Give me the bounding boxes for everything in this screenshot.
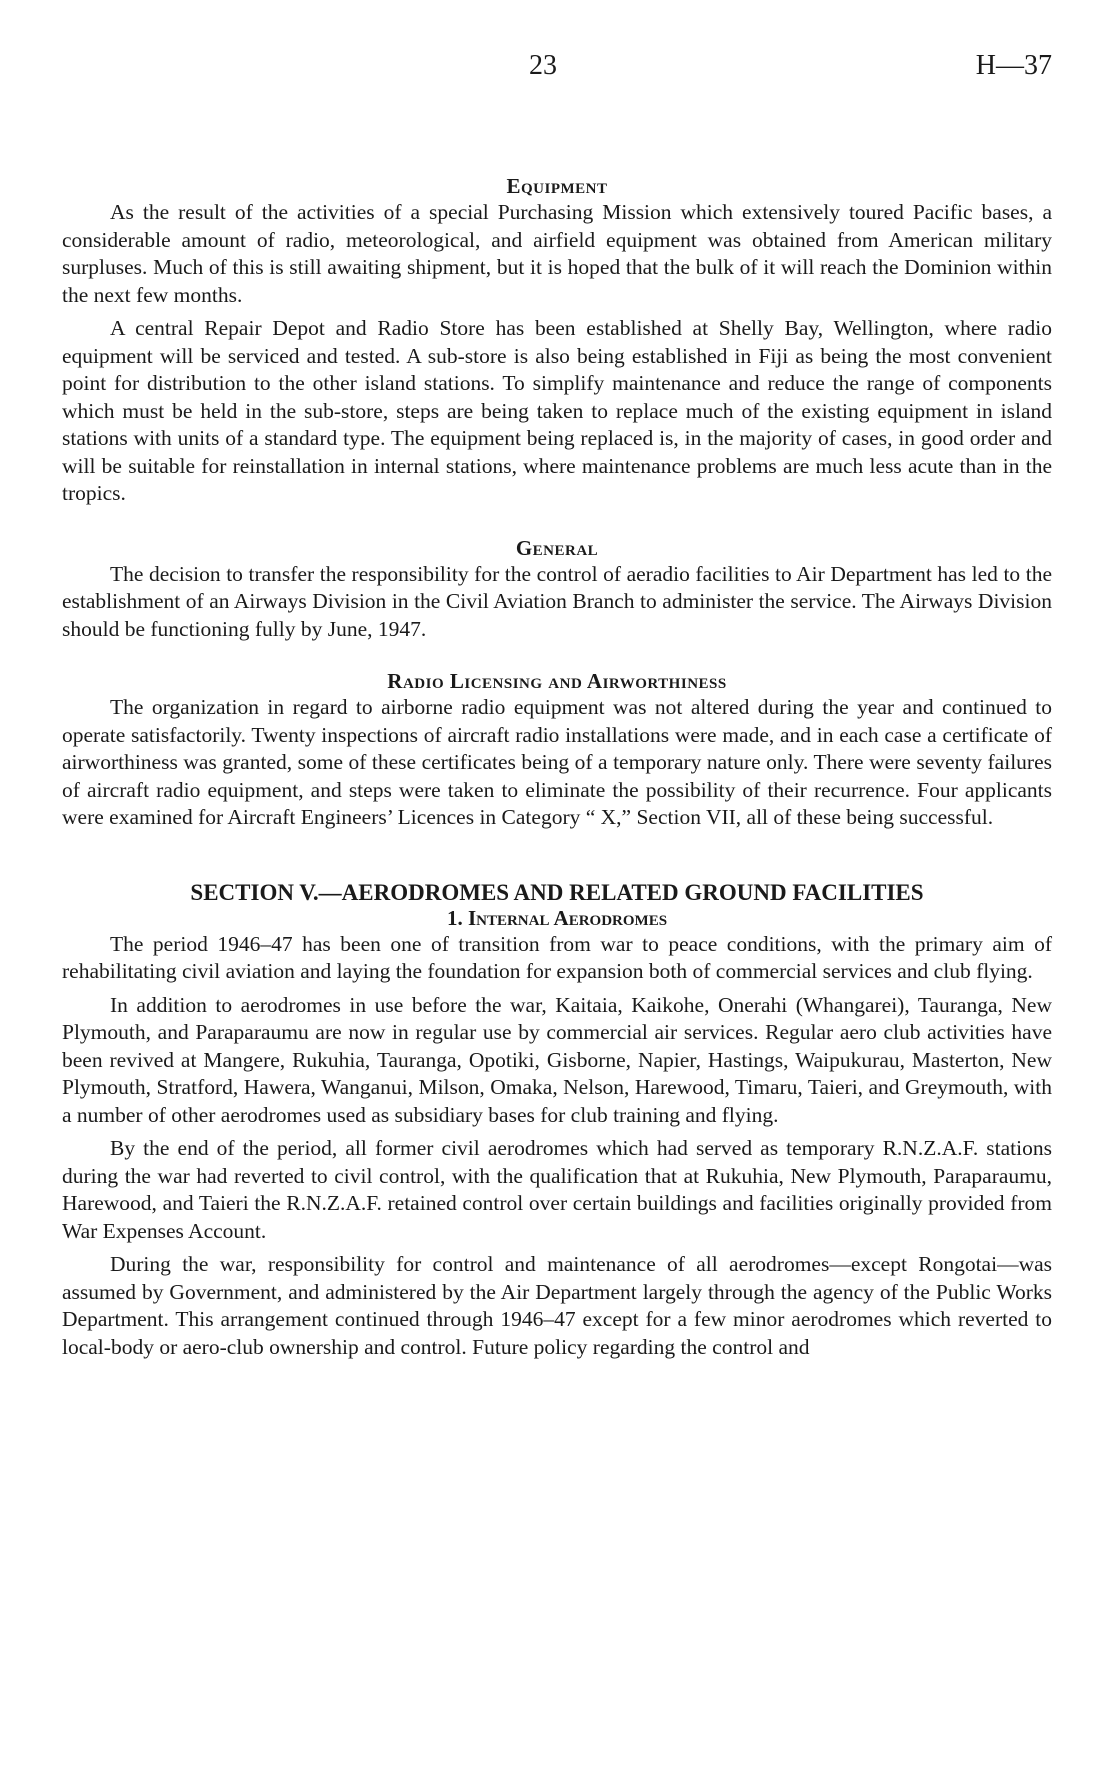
paragraph: A central Repair Depot and Radio Store has been established at Shelly Bay, Wellington, where radio equipment will be serviced and tested. A sub-store is also being established in Fiji as being the most convenient point for distribution to the other island stations. To simplify maintenance and reduce the range of components which must be held in the sub-store, steps are being taken to replace much of the existing equipment in island stations with units of a standard type. The equipment being replaced is, in the majority of cases, in good order and will be suitable for reinstallation in internal stations, where maintenance problems are much less acute than in the tropics. (62, 316, 1052, 505)
document-page (62, 50, 1052, 1361)
paragraph: The organization in regard to airborne radio equipment was not altered during the year and continued to operate satisfactorily. Twenty inspections of aircraft radio installations were made, and in each case a certificate of airworthiness was granted, some of these certificates being of a temporary nature only. There were seventy failures of aircraft radio equipment, and steps were taken to eliminate the possibility of their recurrence. Four applicants were examined for Aircraft Engineers’ Licences in Category “ X,” Section VII, all of these being successful. (62, 695, 1052, 829)
internal-aerodromes-section (62, 931, 1052, 1362)
radio-licensing-heading: Radio Licensing and Airworthiness (387, 669, 727, 693)
equipment-heading: Equipment (506, 174, 608, 198)
paragraph: As the result of the activities of a special Purchasing Mission which extensively toured Pacific bases, a considerable amount of radio, meteorological, and airfield equipment was obtained from American military surpluses. Much of this is still awaiting shipment, but it is hoped that the bulk of it will reach the Dominion within the next few months. (62, 200, 1052, 307)
equipment-section (62, 199, 1052, 508)
general-heading: General (515, 535, 599, 560)
paragraph: The decision to transfer the responsibility for the control of aeradio facilities to Air Department has led to the establishment of an Airways Division in the Civil Aviation Branch to administer the service. The Airways Division should be functioning fully by June, 1947. (62, 561, 1052, 641)
document-code: H—37 (975, 50, 1052, 81)
section-title: SECTION V.—AERODROMES AND RELATED GROUND FACILITIES (190, 879, 924, 905)
paragraph: During the war, responsibility for control and maintenance of all aerodromes—except Rongotai—was assumed by Government, and administered by the Air Department largely through the agency of the Public Works Department. This arrangement continued through 1946–47 except for a few minor aerodromes which reverted to local-body or aero-club ownership and control. Future policy regarding the control and (62, 1252, 1052, 1359)
radio-licensing-section (62, 694, 1052, 832)
page-number: 23 (529, 50, 557, 81)
paragraph: By the end of the period, all former civil aerodromes which had served as temporary R.N.Z.A.F. stations during the war had reverted to civil control, with the qualification that at Rukuhia, New Plymouth, Paraparaumu, Harewood, and Taieri the R.N.Z.A.F. retained control over certain buildings and facilities originally provided from War Expenses Account. (62, 1136, 1052, 1243)
subsection-title: 1. Internal Aerodromes (446, 905, 668, 930)
general-section (62, 561, 1052, 644)
paragraph: In addition to aerodromes in use before the war, Kaitaia, Kaikohe, Onerahi (Whangarei), Tauranga, New Plymouth, and Paraparaumu are now in regular use by commercial air services. Regular aero club activities have been revived at Mangere, Rukuhia, Tauranga, Opotiki, Gisborne, Napier, Hastings, Waipukurau, Masterton, New Plymouth, Stratford, Hawera, Wanganui, Milson, Omaka, Nelson, Harewood, Timaru, Taieri, and Greymouth, with a number of other aerodromes used as subsidiary bases for club training and flying. (62, 992, 1052, 1127)
paragraph: The period 1946–47 has been one of transition from war to peace conditions, with the primary aim of rehabilitating civil aviation and laying the foundation for expansion both of commercial services and club flying. (62, 931, 1052, 983)
page-header (62, 50, 1052, 94)
